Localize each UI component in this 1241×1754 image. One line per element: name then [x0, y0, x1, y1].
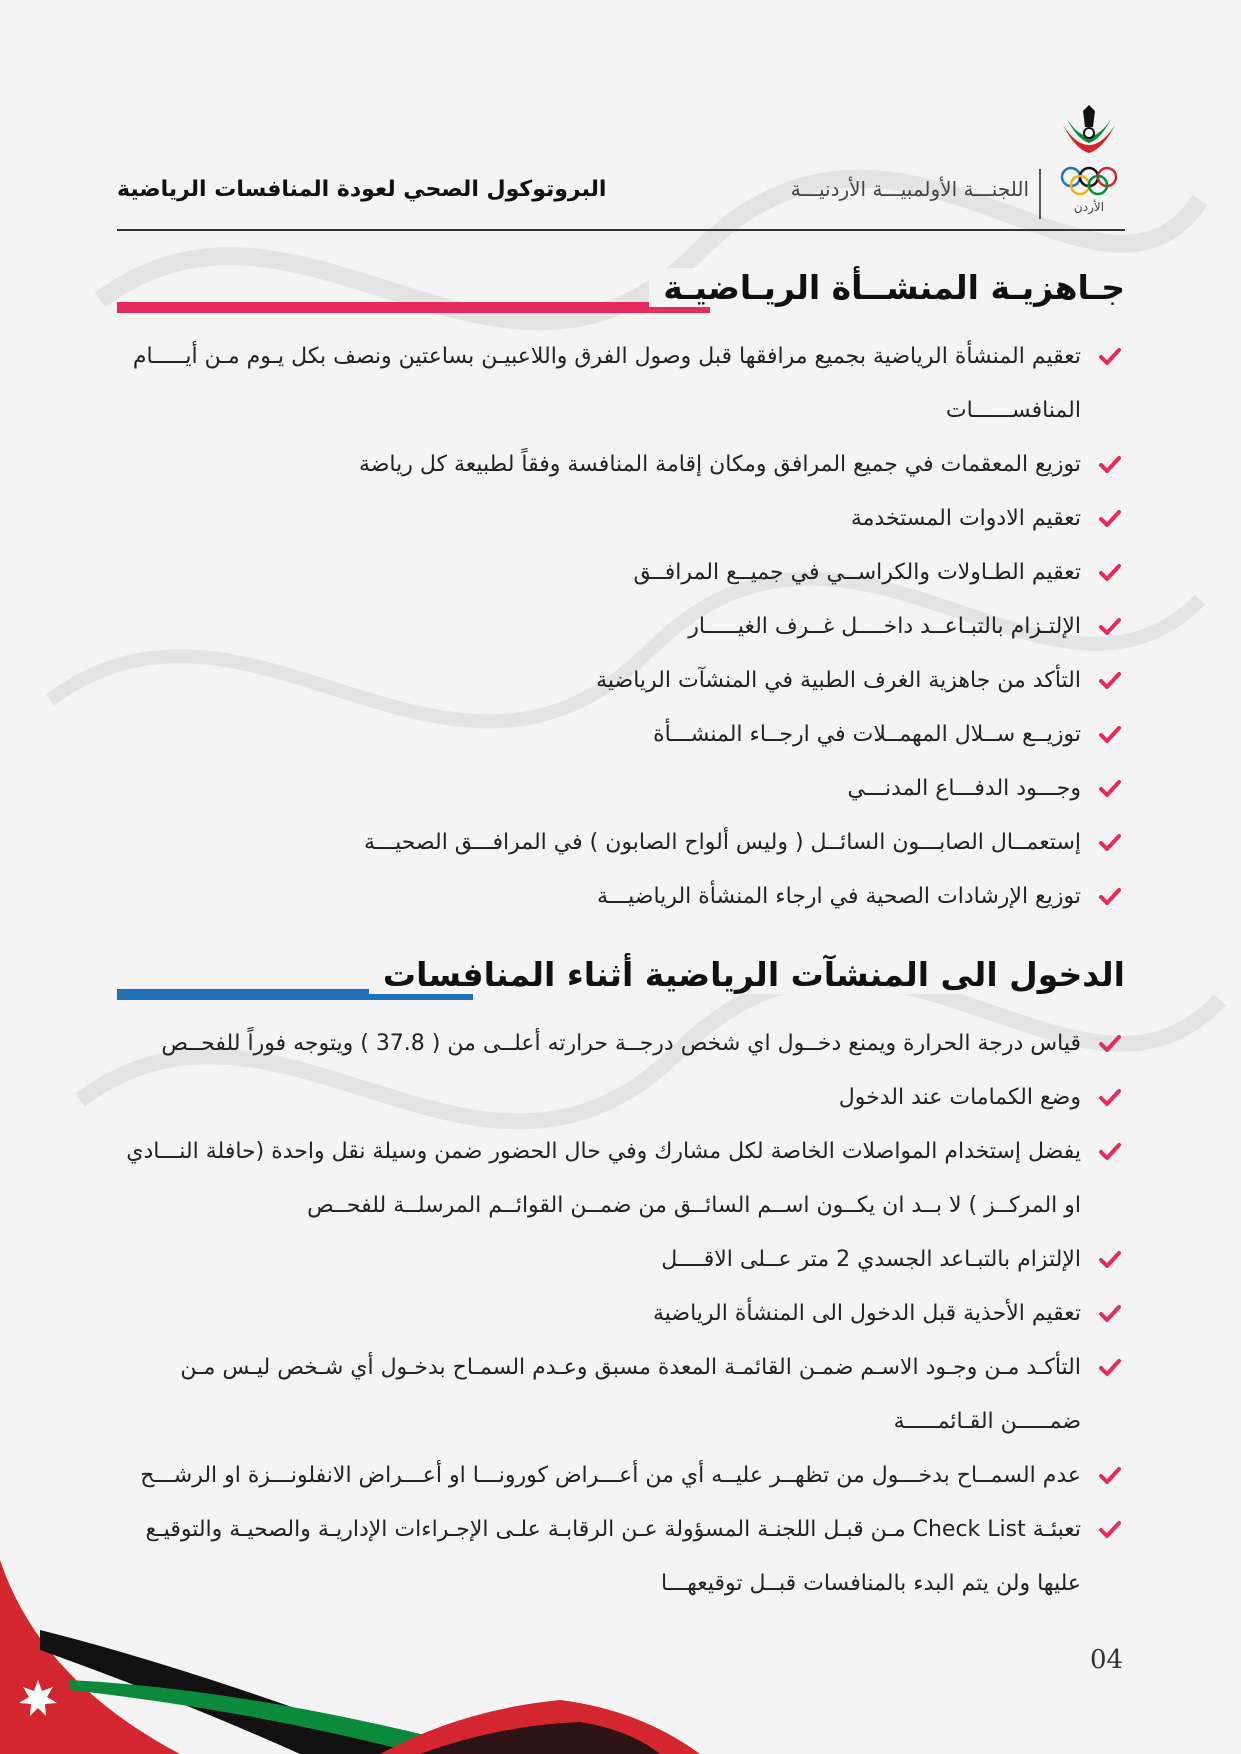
list-item: [117, 1341, 1125, 1449]
list-item-text: قياس درجة الحرارة ويمنع دخــول اي شخص درجــة حرارته أعلــى من ( 37.8 ) ويتوجه فوراً للفحــص: [161, 1031, 1081, 1056]
list-item-text: تعقيم الأحذية قبل الدخول الى المنشأة الرياضية: [652, 1301, 1081, 1326]
list-item-text: عدم السمــاح بدخـــول من تظهــر عليــه أي من أعـــراض كورونـــا او أعـــراض الانفلونـــزة او الرشـــح: [140, 1463, 1081, 1488]
section-title: جـاهزيـة المنشــأة الريـاضيـة: [649, 268, 1125, 307]
list-item: [117, 1125, 1125, 1233]
page-header: [117, 105, 1125, 230]
check-icon: [1097, 1085, 1123, 1111]
check-icon: [1097, 1355, 1123, 1381]
logo-caption: الأردن: [1073, 200, 1105, 214]
check-icon: [1097, 614, 1123, 640]
list-item-text: تعقيم الادوات المستخدمة: [850, 506, 1081, 531]
check-icon: [1097, 452, 1123, 478]
list-item: [117, 600, 1125, 654]
list-item: [117, 546, 1125, 600]
list-item: [117, 492, 1125, 546]
check-icon: [1097, 344, 1123, 370]
section-facility-readiness: [117, 268, 1125, 924]
heading-accent-bar: [117, 302, 710, 313]
section-title: الدخول الى المنشآت الرياضية أثناء المنافسات: [369, 955, 1125, 994]
check-icon: [1097, 1463, 1123, 1489]
list-item-text: التأكـد مـن وجـود الاسـم ضمـن القائمـة المعدة مسبق وعـدم السمـاح بدخـول أي شـخص ليـس مـن ضمـــــن القـائمـــــة: [180, 1355, 1081, 1434]
list-item: [117, 1071, 1125, 1125]
list-item-text: إستعمــال الصابـــون السائــل ( وليس ألواح الصابون ) في المرافـــق الصحيـــة: [363, 830, 1081, 855]
list-item: [117, 1287, 1125, 1341]
check-icon: [1097, 884, 1123, 910]
section-heading: [117, 268, 1125, 328]
page-number: 04: [1090, 1645, 1124, 1675]
header-divider: [1039, 169, 1041, 219]
section-venue-entry: [117, 955, 1125, 1611]
jordan-flag-swoosh: [0, 1560, 700, 1754]
list-item-text: وضع الكمامات عند الدخول: [838, 1085, 1081, 1110]
organization-name: اللجنـــة الأولمبيـــة الأردنيـــة: [790, 177, 1029, 201]
document-title: البروتوكول الصحي لعودة المنافسات الرياضية: [117, 177, 607, 202]
check-icon: [1097, 830, 1123, 856]
check-icon: [1097, 1517, 1123, 1543]
checklist: [117, 330, 1125, 924]
jordan-olympic-committee-logo: [1053, 105, 1125, 223]
list-item-text: التأكد من جاهزية الغرف الطبية في المنشآت الرياضية: [596, 668, 1081, 693]
section-heading: [117, 955, 1125, 1015]
checklist: [117, 1017, 1125, 1611]
list-item-text: تعبئـة Check List مـن قبـل اللجنـة المسؤولة عـن الرقابـة علـى الإجـراءات الإداريـة والصحيـة والتوقيـع عليها ولن يتم البدء بالمنافسات قبــل توقيعهـــا: [145, 1517, 1081, 1596]
list-item-text: توزيع المعقمات في جميع المرافق ومكان إقامة المنافسة وفقاً لطبيعة كل رياضة: [358, 452, 1081, 477]
check-icon: [1097, 1139, 1123, 1165]
check-icon: [1097, 722, 1123, 748]
list-item: [117, 870, 1125, 924]
check-icon: [1097, 1247, 1123, 1273]
list-item: [117, 1233, 1125, 1287]
check-icon: [1097, 668, 1123, 694]
list-item-text: وجـــود الدفـــاع المدنـــي: [847, 776, 1081, 801]
check-icon: [1097, 560, 1123, 586]
list-item: [117, 438, 1125, 492]
list-item-text: تعقيم المنشأة الرياضية بجميع مرافقها قبل وصول الفرق واللاعبيـن بساعتين ونصف بكل يـوم مـن أيـــــام المنافســــــات: [132, 344, 1081, 423]
list-item-text: يفضل إستخدام المواصلات الخاصة لكل مشارك وفي حال الحضور ضمن وسيلة نقل واحدة (حافلة النـــادي او المركــز ) لا بــد ان يكــون اســم السائــق من ضمــن القوائــم المرسلــة للفحــص: [126, 1139, 1081, 1218]
list-item: [117, 816, 1125, 870]
list-item: [117, 762, 1125, 816]
check-icon: [1097, 776, 1123, 802]
list-item-text: تعقيم الطـاولات والكراســي في جميــع المرافــق: [633, 560, 1081, 585]
header-rule: [117, 229, 1125, 231]
list-item: [117, 330, 1125, 438]
list-item-text: توزيع الإرشادات الصحية في ارجاء المنشأة الرياضيـــة: [597, 884, 1081, 909]
list-item-text: توزيــع ســلال المهمــلات في ارجــاء المنشـــأة: [653, 722, 1081, 747]
list-item: [117, 654, 1125, 708]
check-icon: [1097, 1031, 1123, 1057]
list-item-text: الإلتـزام بالتبـاعــد داخــــل غــرف الغيـــــار: [688, 614, 1081, 639]
list-item: [117, 1449, 1125, 1503]
check-icon: [1097, 1301, 1123, 1327]
check-icon: [1097, 506, 1123, 532]
list-item: [117, 708, 1125, 762]
list-item-text: الإلتزام بالتبـاعد الجسدي 2 متر عــلى الاقــــل: [661, 1247, 1081, 1272]
list-item: [117, 1017, 1125, 1071]
